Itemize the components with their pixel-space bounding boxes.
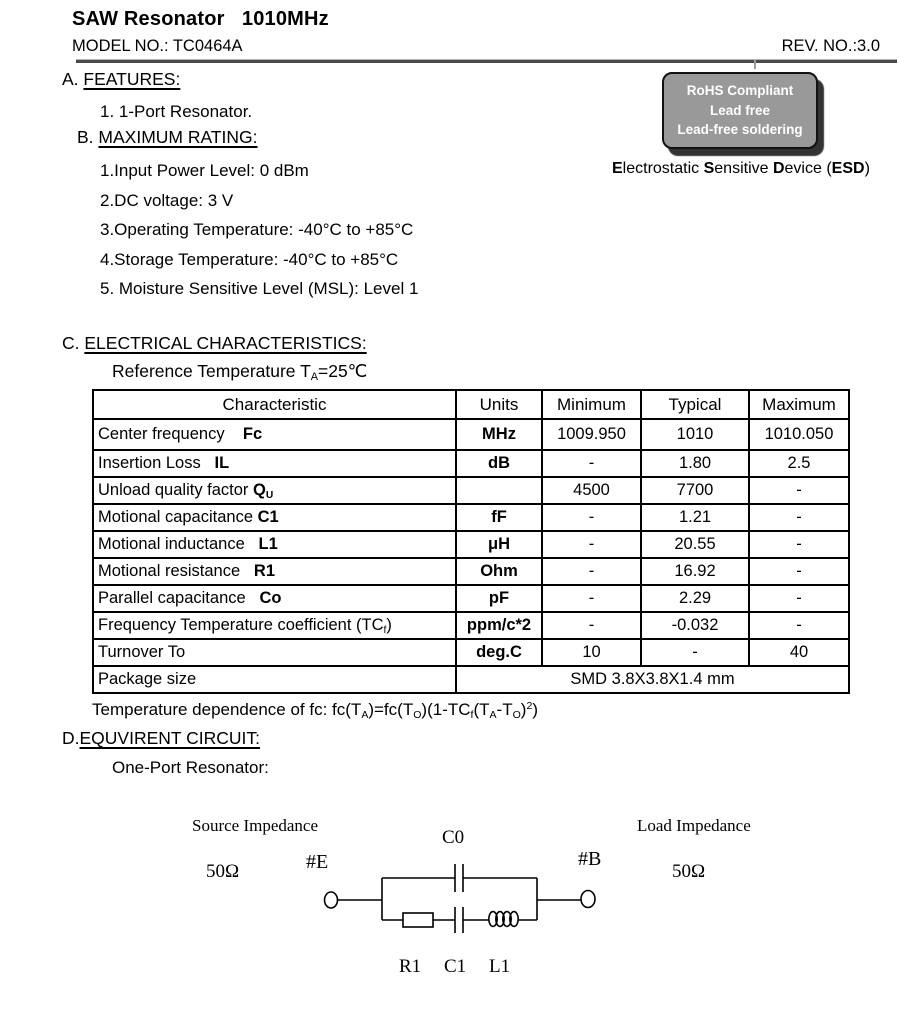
c0-label: C0 — [442, 827, 465, 848]
table-row — [93, 612, 849, 639]
cell-typical: 1.21 — [641, 504, 749, 531]
table-row — [93, 585, 849, 612]
list-item: 1.Input Power Level: 0 dBm — [100, 161, 309, 180]
cell-typical: 20.55 — [641, 531, 749, 558]
table-header-row — [93, 390, 849, 419]
table-row — [93, 504, 849, 531]
source-impedance-label: Source Impedance — [192, 816, 319, 835]
cell-characteristic: Frequency Temperature coefficient (TCf) — [93, 612, 456, 639]
section-d-heading — [62, 728, 260, 749]
cell-minimum: - — [542, 450, 641, 477]
section-a-num: A. — [62, 69, 84, 89]
l1-inductor — [489, 912, 518, 927]
col-typical: Typical — [641, 390, 749, 419]
cell-maximum: 2.5 — [749, 450, 849, 477]
section-b-num: B. — [77, 127, 99, 147]
l1-label: L1 — [489, 956, 511, 977]
cell-characteristic: Package size — [93, 666, 456, 693]
left-terminal — [325, 892, 338, 908]
cell-unit: dB — [456, 450, 542, 477]
cell-characteristic: Motional resistance R1 — [93, 558, 456, 585]
cell-maximum: - — [749, 504, 849, 531]
rohs-line-1: RoHS Compliant — [686, 83, 794, 98]
table-row — [93, 531, 849, 558]
cell-unit: μH — [456, 531, 542, 558]
section-b-heading — [77, 127, 258, 148]
cell-minimum: - — [542, 504, 641, 531]
section-d-subtitle: One-Port Resonator: — [112, 758, 269, 777]
reference-temperature: Reference Temperature TA=25℃ — [112, 361, 368, 384]
list-item: 4.Storage Temperature: -40°C to +85°C — [100, 249, 399, 269]
cell-package-size: SMD 3.8X3.8X1.4 mm — [456, 666, 849, 693]
cell-maximum: 40 — [749, 639, 849, 666]
cell-characteristic: Motional capacitance C1 — [93, 504, 456, 531]
header-divider-tick — [754, 60, 756, 69]
list-item: 1. 1-Port Resonator. — [100, 102, 253, 121]
cell-minimum: - — [542, 558, 641, 585]
cell-characteristic: Parallel capacitance Co — [93, 585, 456, 612]
cell-minimum: - — [542, 585, 641, 612]
cell-characteristic: Insertion Loss IL — [93, 450, 456, 477]
right-terminal — [581, 891, 595, 908]
rating-items — [100, 156, 418, 304]
terminal-b-label: #B — [578, 848, 602, 870]
cell-unit — [456, 477, 542, 504]
cell-typical: 16.92 — [641, 558, 749, 585]
table-row — [93, 666, 849, 693]
r1-label: R1 — [399, 956, 422, 977]
equivalent-circuit-diagram — [150, 798, 770, 990]
terminal-e-label: #E — [306, 851, 329, 873]
cell-minimum: - — [542, 531, 641, 558]
cell-typical: -0.032 — [641, 612, 749, 639]
section-a-heading — [62, 69, 180, 90]
c1-label: C1 — [444, 956, 467, 977]
col-maximum: Maximum — [749, 390, 849, 419]
table-row — [93, 477, 849, 504]
cell-unit: pF — [456, 585, 542, 612]
cell-maximum: - — [749, 531, 849, 558]
temperature-dependence-formula: Temperature dependence of fc: $fc(TA)=fc(TO)(1-TCf(TA-TO)^2)$ — [92, 700, 538, 721]
page-title: SAW Resonator 1010MHz — [72, 8, 329, 30]
col-units: Units — [456, 390, 542, 419]
cell-maximum: - — [749, 558, 849, 585]
cell-maximum: 1010.050 — [749, 419, 849, 450]
cell-typical: - — [641, 639, 749, 666]
electrical-characteristics-table — [92, 389, 850, 694]
col-characteristic: Characteristic — [93, 390, 456, 419]
cell-unit: fF — [456, 504, 542, 531]
rohs-badge — [662, 72, 818, 149]
cell-characteristic: Center frequency Fc — [93, 419, 456, 450]
cell-minimum: 1009.950 — [542, 419, 641, 450]
model-number: MODEL NO.: TC0464A — [72, 37, 243, 55]
cell-unit: Ohm — [456, 558, 542, 585]
cell-typical: 7700 — [641, 477, 749, 504]
col-minimum: Minimum — [542, 390, 641, 419]
cell-minimum: - — [542, 612, 641, 639]
section-c-title: ELECTRICAL CHARACTERISTICS: — [84, 333, 367, 353]
cell-unit: ppm/c*2 — [456, 612, 542, 639]
revision-number: REV. NO.:3.0 — [781, 37, 880, 55]
cell-unit: deg.C — [456, 639, 542, 666]
source-impedance-value: 50Ω — [206, 861, 240, 882]
section-d-num: D. — [62, 728, 80, 748]
cell-typical: 2.29 — [641, 585, 749, 612]
load-impedance-label: Load Impedance — [637, 816, 751, 835]
section-a-title: FEATURES: — [83, 69, 181, 89]
list-item: 3.Operating Temperature: -40°C to +85°C — [100, 220, 414, 240]
cell-characteristic: Motional inductance L1 — [93, 531, 456, 558]
list-item: 2.DC voltage: 3 V — [100, 190, 234, 210]
cell-minimum: 4500 — [542, 477, 641, 504]
table-row — [93, 450, 849, 477]
section-d-title: EQUVIRENT CIRCUIT: — [79, 728, 261, 748]
cell-maximum: - — [749, 612, 849, 639]
elec-table-body — [93, 419, 849, 693]
section-b-title: MAXIMUM RATING: — [98, 127, 258, 147]
cell-characteristic: Turnover To — [93, 639, 456, 666]
section-c-num: C. — [62, 333, 85, 353]
section-c-heading — [62, 333, 367, 354]
rohs-line-2: Lead free — [709, 102, 771, 118]
cell-minimum: 10 — [542, 639, 641, 666]
cell-maximum: - — [749, 477, 849, 504]
cell-unit: MHz — [456, 419, 542, 450]
cell-typical: 1010 — [641, 419, 749, 450]
r1-resistor — [403, 913, 433, 927]
table-row — [93, 558, 849, 585]
list-item: 5. Moisture Sensitive Level (MSL): Level 1 — [100, 279, 419, 299]
table-row — [93, 639, 849, 666]
cell-characteristic: Unload quality factor QU — [93, 477, 456, 504]
cell-maximum: - — [749, 585, 849, 612]
cell-typical: 1.80 — [641, 450, 749, 477]
rohs-line-3: Lead-free soldering — [677, 122, 803, 138]
table-row — [93, 419, 849, 450]
features-items — [100, 97, 252, 127]
header-divider — [76, 59, 897, 63]
esd-note: Electrostatic Sensitive Device (ESD) — [612, 160, 870, 177]
load-impedance-value: 50Ω — [672, 861, 706, 882]
